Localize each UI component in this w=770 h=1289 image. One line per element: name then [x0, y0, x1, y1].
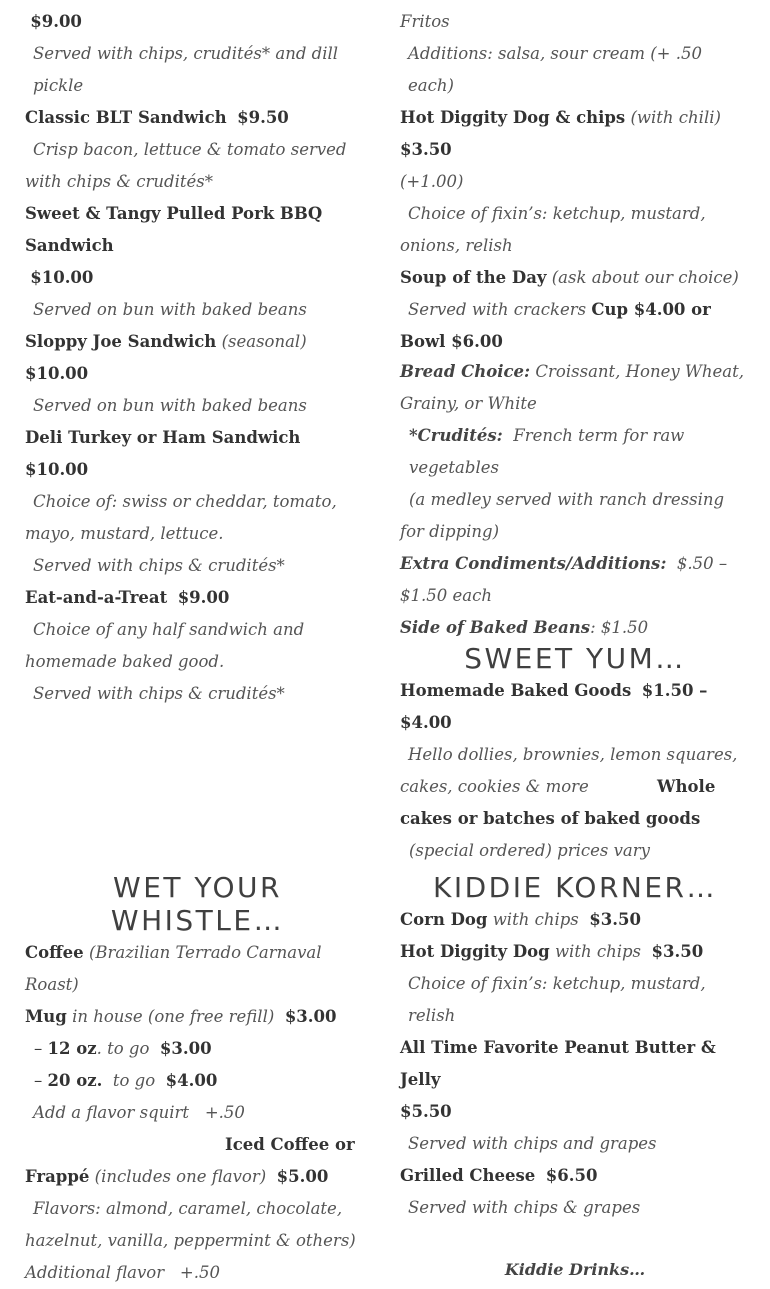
item-price: $3.50 [589, 910, 641, 929]
menu-item-grilled-cheese [400, 1160, 750, 1192]
price-line: $9.00 [30, 12, 82, 31]
item-name: 20 oz. [47, 1071, 103, 1090]
menu-item-blt [25, 102, 370, 134]
note-label: *Crudités: [409, 426, 503, 445]
item-name: Eat-and-a-Treat [25, 588, 168, 607]
item-name: Deli Turkey or Ham Sandwich [25, 428, 301, 447]
item-name: Corn Dog [400, 910, 488, 929]
item-note: (seasonal) [221, 332, 307, 351]
menu-item-eat-and-a-treat [25, 582, 370, 614]
item-note: Add a flavor squirt [33, 1103, 190, 1122]
fritos-line: Fritos [400, 12, 450, 31]
item-note: (Brazilian Terrado Carnaval Roast) [25, 943, 322, 994]
item-price: $9.50 [237, 108, 289, 127]
bbq-description: Served on bun with baked beans [33, 300, 307, 319]
kids-fixins: Choice of fixin’s: ketchup, mustard, relish [408, 974, 706, 1025]
item-price: $3.00 [284, 1007, 337, 1026]
item-note: with chips [554, 942, 642, 961]
baked-description [400, 739, 750, 835]
item-name: Classic BLT Sandwich [25, 108, 227, 127]
item-price: $3.50 [400, 140, 452, 159]
menu-item-corn-dog [400, 904, 750, 936]
grilled-description: Served with chips & grapes [408, 1198, 641, 1217]
sandwich-section [25, 6, 370, 710]
item-price: $3.00 [159, 1039, 212, 1058]
flavors-list: Flavors: almond, caramel, chocolate, hazelnut, vanilla, peppermint & others) [25, 1199, 356, 1250]
kiddie-section [400, 871, 750, 1286]
note-label: Side of Baked Beans [400, 618, 591, 637]
menu-item-soup [400, 262, 750, 294]
note-text: : $1.50 [590, 618, 649, 637]
note-label: Extra Condiments/Additions: [400, 554, 667, 573]
item-note: Additional flavor [25, 1263, 165, 1282]
item-name: Frappé [25, 1167, 90, 1186]
item-price: $9.00 [177, 588, 230, 607]
menu-item-pbj: All Time Favorite Peanut Butter & Jelly [400, 1038, 716, 1089]
sides-section [400, 6, 750, 358]
fixins-line: Choice of fixin’s: ketchup, mustard, onions, relish [400, 204, 706, 255]
menu-item-deli [25, 422, 370, 486]
note-text: French term for raw vegetables [409, 426, 685, 477]
sweet-section [400, 642, 750, 867]
item-note: with chips [492, 910, 579, 929]
eat-served: Served with chips & crudités* [33, 684, 285, 703]
item-name: Soup of the Day [400, 268, 547, 287]
section-heading: SWEET YUM… [464, 642, 686, 675]
item-name: Grilled Cheese [400, 1166, 536, 1185]
crudites-note [400, 420, 750, 484]
deli-served: Served with chips & crudités* [33, 556, 285, 575]
item-price: $10.00 [30, 268, 94, 287]
menu-item-mug [25, 1001, 370, 1033]
menu-item-coffee [25, 937, 370, 1001]
additions-line: Additions: salsa, sour cream (+ .50 each) [408, 44, 702, 95]
special-order-note: (special ordered) prices vary [409, 841, 650, 860]
section-heading: WET YOUR WHISTLE… [110, 871, 285, 937]
crudites-medley: (a medley served with ranch dressing for dipping) [400, 490, 725, 541]
item-price: +.50 [179, 1263, 220, 1282]
menu-item-sloppy-joe [25, 326, 370, 390]
side-baked-beans [400, 612, 750, 644]
menu-item-12oz [25, 1033, 370, 1065]
pbj-price: $5.50 [400, 1102, 452, 1121]
dash: – [34, 1071, 43, 1090]
item-name: Coffee [25, 943, 84, 962]
menu-item-baked-goods [400, 675, 750, 739]
item-name: 12 oz [47, 1039, 97, 1058]
item-name: Hot Diggity Dog & chips [400, 108, 626, 127]
item-note: . to go [96, 1039, 150, 1058]
kiddie-drinks-heading: Kiddie Drinks… [504, 1260, 646, 1279]
sloppy-description: Served on bun with baked beans [33, 396, 307, 415]
hotdog-extra: (+1.00) [400, 172, 464, 191]
note-text: Croissant, Honey Wheat, Grainy, or White [400, 362, 744, 413]
item-price: $10.00 [25, 460, 89, 479]
menu-item-kids-hot-dog [400, 936, 750, 968]
item-name: Hot Diggity Dog [400, 942, 550, 961]
item-note: Served with crackers [408, 300, 587, 319]
item-price: $3.50 [651, 942, 704, 961]
note-text: $.50 – $1.50 each [400, 554, 728, 605]
served-with-pickle: Served with chips, crudités* and dill pickle [33, 44, 339, 95]
flavor-squirt-line [25, 1097, 370, 1129]
item-name: Whole cakes or batches of baked goods [400, 777, 716, 828]
item-price: $4.00 [165, 1071, 218, 1090]
item-name: Mug [25, 1007, 67, 1026]
pbj-description: Served with chips and grapes [408, 1134, 657, 1153]
menu-item-hot-dog-chili [400, 102, 750, 166]
item-price: +.50 [204, 1103, 245, 1122]
menu-item-bbq: Sweet & Tangy Pulled Pork BBQ Sandwich [25, 204, 323, 255]
extra-condiments [400, 548, 750, 612]
menu-item-20oz [25, 1065, 370, 1097]
item-price: Cup $4.00 or Bowl $6.00 [400, 300, 711, 351]
item-price: $10.00 [25, 364, 89, 383]
blt-description: Crisp bacon, lettuce & tomato served with chips & crudités* [25, 140, 347, 191]
item-price: $1.50 – $4.00 [400, 681, 708, 732]
deli-description: Choice of: swiss or cheddar, tomato, mayo, mustard, lettuce. [25, 492, 337, 543]
drinks-section [25, 871, 370, 1289]
menu-item-iced-coffee [25, 1129, 370, 1161]
dash: – [34, 1039, 43, 1058]
item-note: Hello dollies, brownies, lemon squares, cakes, cookies & more [400, 745, 738, 796]
item-note: (includes one flavor) [94, 1167, 267, 1186]
item-note: (ask about our choice) [551, 268, 739, 287]
item-price: $5.00 [276, 1167, 329, 1186]
section-heading: KIDDIE KORNER… [432, 871, 717, 904]
item-note: in house (one free refill) [72, 1007, 275, 1026]
soup-served [400, 294, 750, 358]
item-name: Sloppy Joe Sandwich [25, 332, 217, 351]
bread-choice [400, 356, 750, 420]
item-note: (with chili) [630, 108, 721, 127]
bbq-price-line [25, 262, 370, 294]
eat-description: Choice of any half sandwich and homemade baked good. [25, 620, 305, 671]
menu-item-frappe [25, 1161, 370, 1193]
item-name: Iced Coffee or [225, 1135, 355, 1154]
notes-section [400, 356, 750, 644]
item-name: Homemade Baked Goods [400, 681, 632, 700]
additional-flavor-line [25, 1257, 370, 1289]
item-note: to go [112, 1071, 156, 1090]
note-label: Bread Choice: [400, 362, 531, 381]
item-price: $6.50 [545, 1166, 598, 1185]
